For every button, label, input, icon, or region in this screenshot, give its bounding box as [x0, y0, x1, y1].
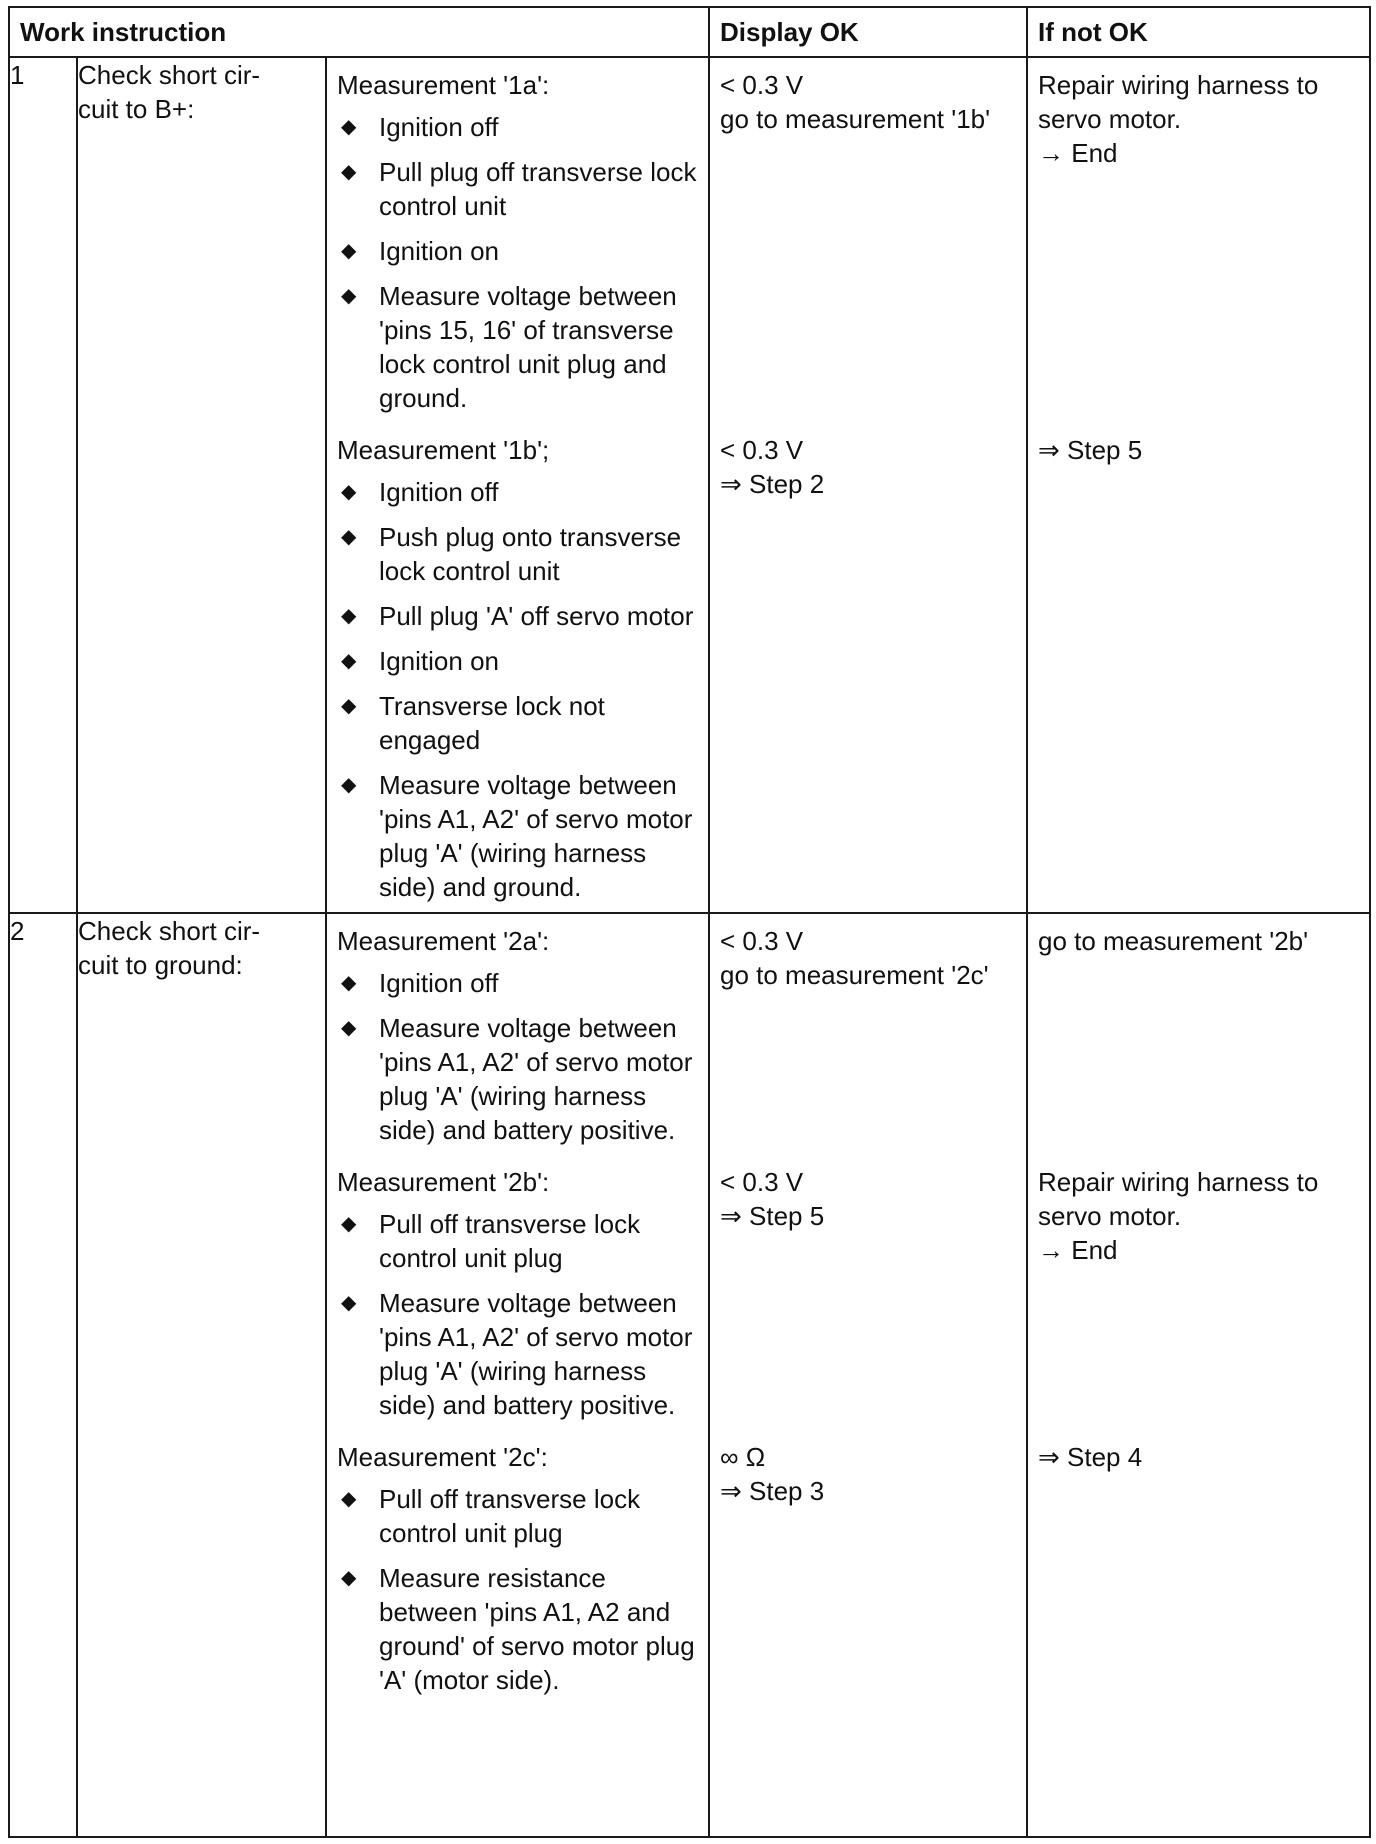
list-item: [337, 110, 698, 144]
list-item: [337, 234, 698, 268]
result-line: < 0.3 V: [720, 435, 804, 465]
list-item-text: Ignition off: [379, 477, 499, 507]
bullet-icon: ◆: [341, 774, 357, 796]
result-line: go to measurement '2c': [720, 960, 989, 990]
display-ok-cell: [709, 57, 1027, 913]
list-item-text: Transverse lock not engaged: [379, 691, 605, 755]
bullet-icon: ◆: [341, 1292, 357, 1314]
list-item-text: Push plug onto transverse lock control unit: [379, 522, 682, 586]
list-item-text: Ignition on: [379, 236, 499, 266]
list-item: [337, 768, 698, 904]
list-item: [337, 689, 698, 757]
list-item: [337, 966, 698, 1000]
result-line: ⇒ Step 5: [720, 1201, 825, 1231]
result-line: < 0.3 V: [720, 926, 804, 956]
result-line: → End: [1038, 1235, 1118, 1265]
list-item-text: Ignition on: [379, 646, 499, 676]
step-number: 2: [9, 913, 77, 1837]
header-if-not-ok: If not OK: [1027, 7, 1370, 57]
header-display-ok: Display OK: [709, 7, 1027, 57]
display-ok-cell: [709, 913, 1027, 1837]
bullet-icon: ◆: [341, 285, 357, 307]
list-item: [337, 1482, 698, 1550]
result-line: Repair wiring harness to servo motor.: [1038, 70, 1326, 134]
step-description: Check short cir- cuit to ground:: [77, 913, 326, 1837]
step-description: Check short cir- cuit to B+:: [77, 57, 326, 913]
result-line: go to measurement '1b': [720, 104, 991, 134]
list-item: [337, 1011, 698, 1147]
if-not-ok-result: [1028, 1155, 1369, 1430]
list-item-text: Pull plug off transverse lock control unit: [379, 157, 697, 221]
if-not-ok-result: [1028, 423, 1369, 467]
result-line: ⇒ Step 4: [1038, 1442, 1143, 1472]
measurements-cell: [326, 57, 709, 913]
measurement-title: Measurement '1b';: [337, 435, 550, 465]
measurement-block: [327, 58, 708, 423]
bullet-icon: ◆: [341, 240, 357, 262]
result-line: ⇒ Step 2: [720, 469, 825, 499]
instruction-list: [327, 475, 708, 912]
list-item: [337, 1286, 698, 1422]
display-ok-result: [710, 1155, 1026, 1430]
work-instruction-table: [8, 6, 1371, 1838]
if-not-ok-result: [1028, 58, 1369, 423]
measurements-cell: [326, 913, 709, 1837]
bullet-icon: ◆: [341, 1488, 357, 1510]
step-number: 1: [9, 57, 77, 913]
bullet-icon: ◆: [341, 972, 357, 994]
bullet-icon: ◆: [341, 695, 357, 717]
bullet-icon: ◆: [341, 1567, 357, 1589]
bullet-icon: ◆: [341, 650, 357, 672]
measurement-title: Measurement '1a':: [337, 70, 550, 100]
instruction-list: [327, 1207, 708, 1430]
header-work-instruction: Work instruction: [9, 7, 709, 57]
display-ok-result: [710, 423, 1026, 501]
list-item: [337, 155, 698, 223]
display-ok-result: [710, 1430, 1026, 1508]
list-item: [337, 599, 698, 633]
measurement-block: [327, 1430, 708, 1705]
list-item: [337, 1561, 698, 1697]
bullet-icon: ◆: [341, 481, 357, 503]
measurement-title: Measurement '2a':: [337, 926, 550, 956]
if-not-ok-cell: [1027, 913, 1370, 1837]
list-item: [337, 520, 698, 588]
list-item: [337, 644, 698, 678]
bullet-icon: ◆: [341, 1213, 357, 1235]
list-item-text: Measure voltage between 'pins A1, A2' of servo motor plug 'A' (wiring harness side) and battery positive.: [379, 1288, 693, 1420]
list-item-text: Measure resistance between 'pins A1, A2 and ground' of servo motor plug 'A' (motor side).: [379, 1563, 695, 1695]
measurement-block: [327, 914, 708, 1155]
bullet-icon: ◆: [341, 1017, 357, 1039]
instruction-list: [327, 966, 708, 1155]
result-line: ⇒ Step 5: [1038, 435, 1143, 465]
list-item-text: Measure voltage between 'pins A1, A2' of servo motor plug 'A' (wiring harness side) and battery positive.: [379, 1013, 693, 1145]
instruction-list: [327, 110, 708, 423]
list-item-text: Measure voltage between 'pins A1, A2' of servo motor plug 'A' (wiring harness side) and ground.: [379, 770, 693, 902]
result-line: Repair wiring harness to servo motor.: [1038, 1167, 1326, 1231]
list-item-text: Pull plug 'A' off servo motor: [379, 601, 694, 631]
bullet-icon: ◆: [341, 605, 357, 627]
table-header-row: [9, 7, 1370, 57]
measurement-title: Measurement '2b':: [337, 1167, 550, 1197]
result-line: ⇒ Step 3: [720, 1476, 825, 1506]
list-item: [337, 279, 698, 415]
display-ok-result: [710, 914, 1026, 1155]
bullet-icon: ◆: [341, 161, 357, 183]
steps-body: [9, 57, 1370, 1837]
list-item: [337, 475, 698, 509]
bullet-icon: ◆: [341, 526, 357, 548]
result-line: go to measurement '2b': [1038, 926, 1309, 956]
result-line: ∞ Ω: [720, 1442, 766, 1472]
list-item-text: Ignition off: [379, 112, 499, 142]
list-item-text: Pull off transverse lock control unit plug: [379, 1209, 641, 1273]
result-line: < 0.3 V: [720, 70, 804, 100]
result-line: < 0.3 V: [720, 1167, 804, 1197]
list-item-text: Measure voltage between 'pins 15, 16' of transverse lock control unit plug and ground.: [379, 281, 677, 413]
result-line: → End: [1038, 138, 1118, 168]
measurement-block: [327, 1155, 708, 1430]
if-not-ok-result: [1028, 1430, 1369, 1474]
table-row: [9, 57, 1370, 913]
list-item: [337, 1207, 698, 1275]
list-item-text: Ignition off: [379, 968, 499, 998]
if-not-ok-result: [1028, 914, 1369, 1155]
measurement-title: Measurement '2c':: [337, 1442, 548, 1472]
display-ok-result: [710, 58, 1026, 423]
table-row: [9, 913, 1370, 1837]
if-not-ok-cell: [1027, 57, 1370, 913]
instruction-list: [327, 1482, 708, 1705]
measurement-block: [327, 423, 708, 912]
list-item-text: Pull off transverse lock control unit plug: [379, 1484, 641, 1548]
bullet-icon: ◆: [341, 116, 357, 138]
